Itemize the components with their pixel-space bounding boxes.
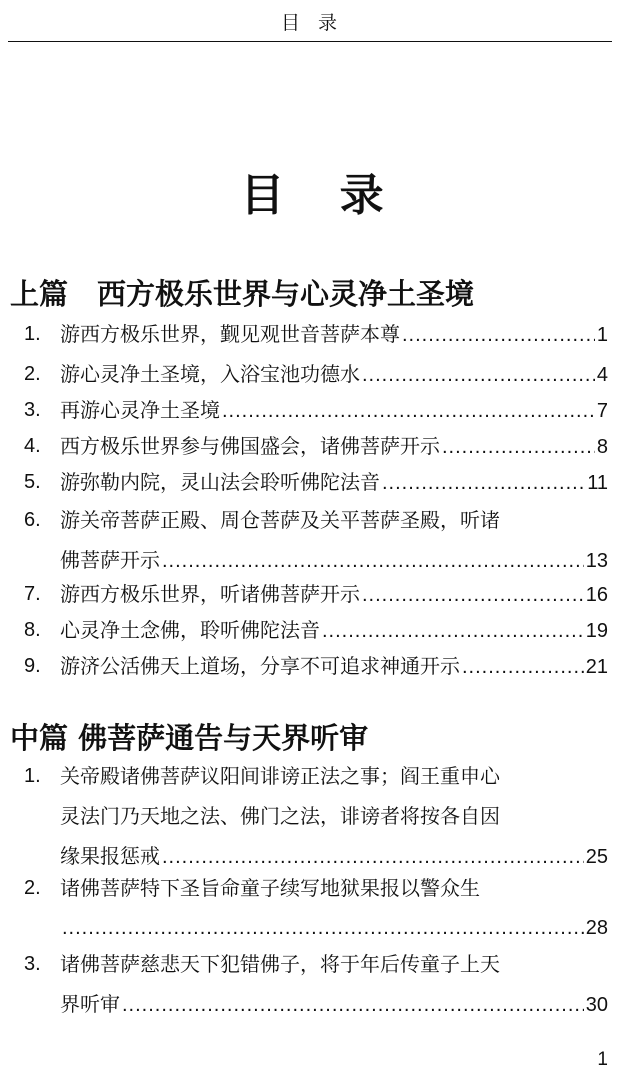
dot-leader xyxy=(220,391,595,431)
entry-title-continued: 灵法门乃天地之法、佛门之法，诽谤者将按各自因 xyxy=(60,804,500,828)
dot-leader xyxy=(120,985,584,1025)
toc-title: 目 录 xyxy=(240,170,384,221)
entry-title: 游西方极乐世界，听诸佛菩萨开示 xyxy=(60,582,360,606)
entry-page-number: 25 xyxy=(585,846,608,868)
running-header: 目 录 xyxy=(280,12,344,34)
entry-page-number: 21 xyxy=(585,656,608,678)
dot-leader xyxy=(380,463,585,503)
entry-title: 西方极乐世界参与佛国盛会，诸佛菩萨开示 xyxy=(60,434,440,458)
entry-page-number: 13 xyxy=(585,550,608,572)
entry-page-number: 16 xyxy=(585,584,608,606)
entry-title: 再游心灵净土圣境 xyxy=(60,398,220,422)
entry-number: 1. xyxy=(24,323,41,345)
section-heading-upper: 上篇 西方极乐世界与心灵净土圣境 xyxy=(10,277,475,311)
dot-leader xyxy=(400,315,595,355)
dot-leader xyxy=(440,427,595,467)
dot-leader xyxy=(360,575,584,615)
entry-page-number: 19 xyxy=(585,620,608,642)
entry-title: 游关帝菩萨正殿、周仓菩萨及关平菩萨圣殿，听诸 xyxy=(60,508,500,532)
header-rule xyxy=(8,41,612,42)
entry-number: 2. xyxy=(24,363,41,385)
entry-title: 关帝殿诸佛菩萨议阳间诽谤正法之事；阎王重申心 xyxy=(60,764,500,788)
entry-number: 2. xyxy=(24,877,41,899)
entry-number: 3. xyxy=(24,399,41,421)
entry-title-continued: 缘果报惩戒 xyxy=(60,844,160,868)
dot-leader xyxy=(360,355,595,395)
entry-number: 6. xyxy=(24,509,41,531)
entry-page-number: 7 xyxy=(596,400,608,422)
entry-number: 4. xyxy=(24,435,41,457)
entry-number: 7. xyxy=(24,583,41,605)
entry-title-continued: 界听审 xyxy=(60,992,120,1016)
entry-title: 游弥勒内院，灵山法会聆听佛陀法音 xyxy=(60,470,380,494)
entry-title: 心灵净土念佛，聆听佛陀法音 xyxy=(60,618,320,642)
entry-number: 8. xyxy=(24,619,41,641)
dot-leader xyxy=(460,647,584,687)
entry-page-number: 1 xyxy=(596,324,608,346)
entry-page-number: 8 xyxy=(596,436,608,458)
entry-title-continued: 佛菩萨开示 xyxy=(60,548,160,572)
entry-title: 诸佛菩萨特下圣旨命童子续写地狱果报以警众生 xyxy=(60,876,480,900)
entry-number: 1. xyxy=(24,765,41,787)
section-heading-middle: 中篇 佛菩萨通告与天界听审 xyxy=(10,721,369,755)
entry-page-number: 28 xyxy=(585,917,608,939)
entry-page-number: 4 xyxy=(596,364,608,386)
entry-number: 3. xyxy=(24,953,41,975)
entry-title: 游济公活佛天上道场，分享不可追求神通开示 xyxy=(60,654,460,678)
entry-number: 5. xyxy=(24,471,41,493)
entry-title: 诸佛菩萨慈悲天下犯错佛子，将于年后传童子上天 xyxy=(60,952,500,976)
entry-title: 游西方极乐世界，觐见观世音菩萨本尊 xyxy=(60,322,400,346)
entry-title: 游心灵净土圣境，入浴宝池功德水 xyxy=(60,362,360,386)
entry-number: 9. xyxy=(24,655,41,677)
entry-page-number: 30 xyxy=(585,994,608,1016)
footer-page-number: 1 xyxy=(597,1049,608,1070)
entry-page-number: 11 xyxy=(587,472,608,494)
dot-leader xyxy=(320,611,584,651)
dot-leader xyxy=(60,908,584,948)
